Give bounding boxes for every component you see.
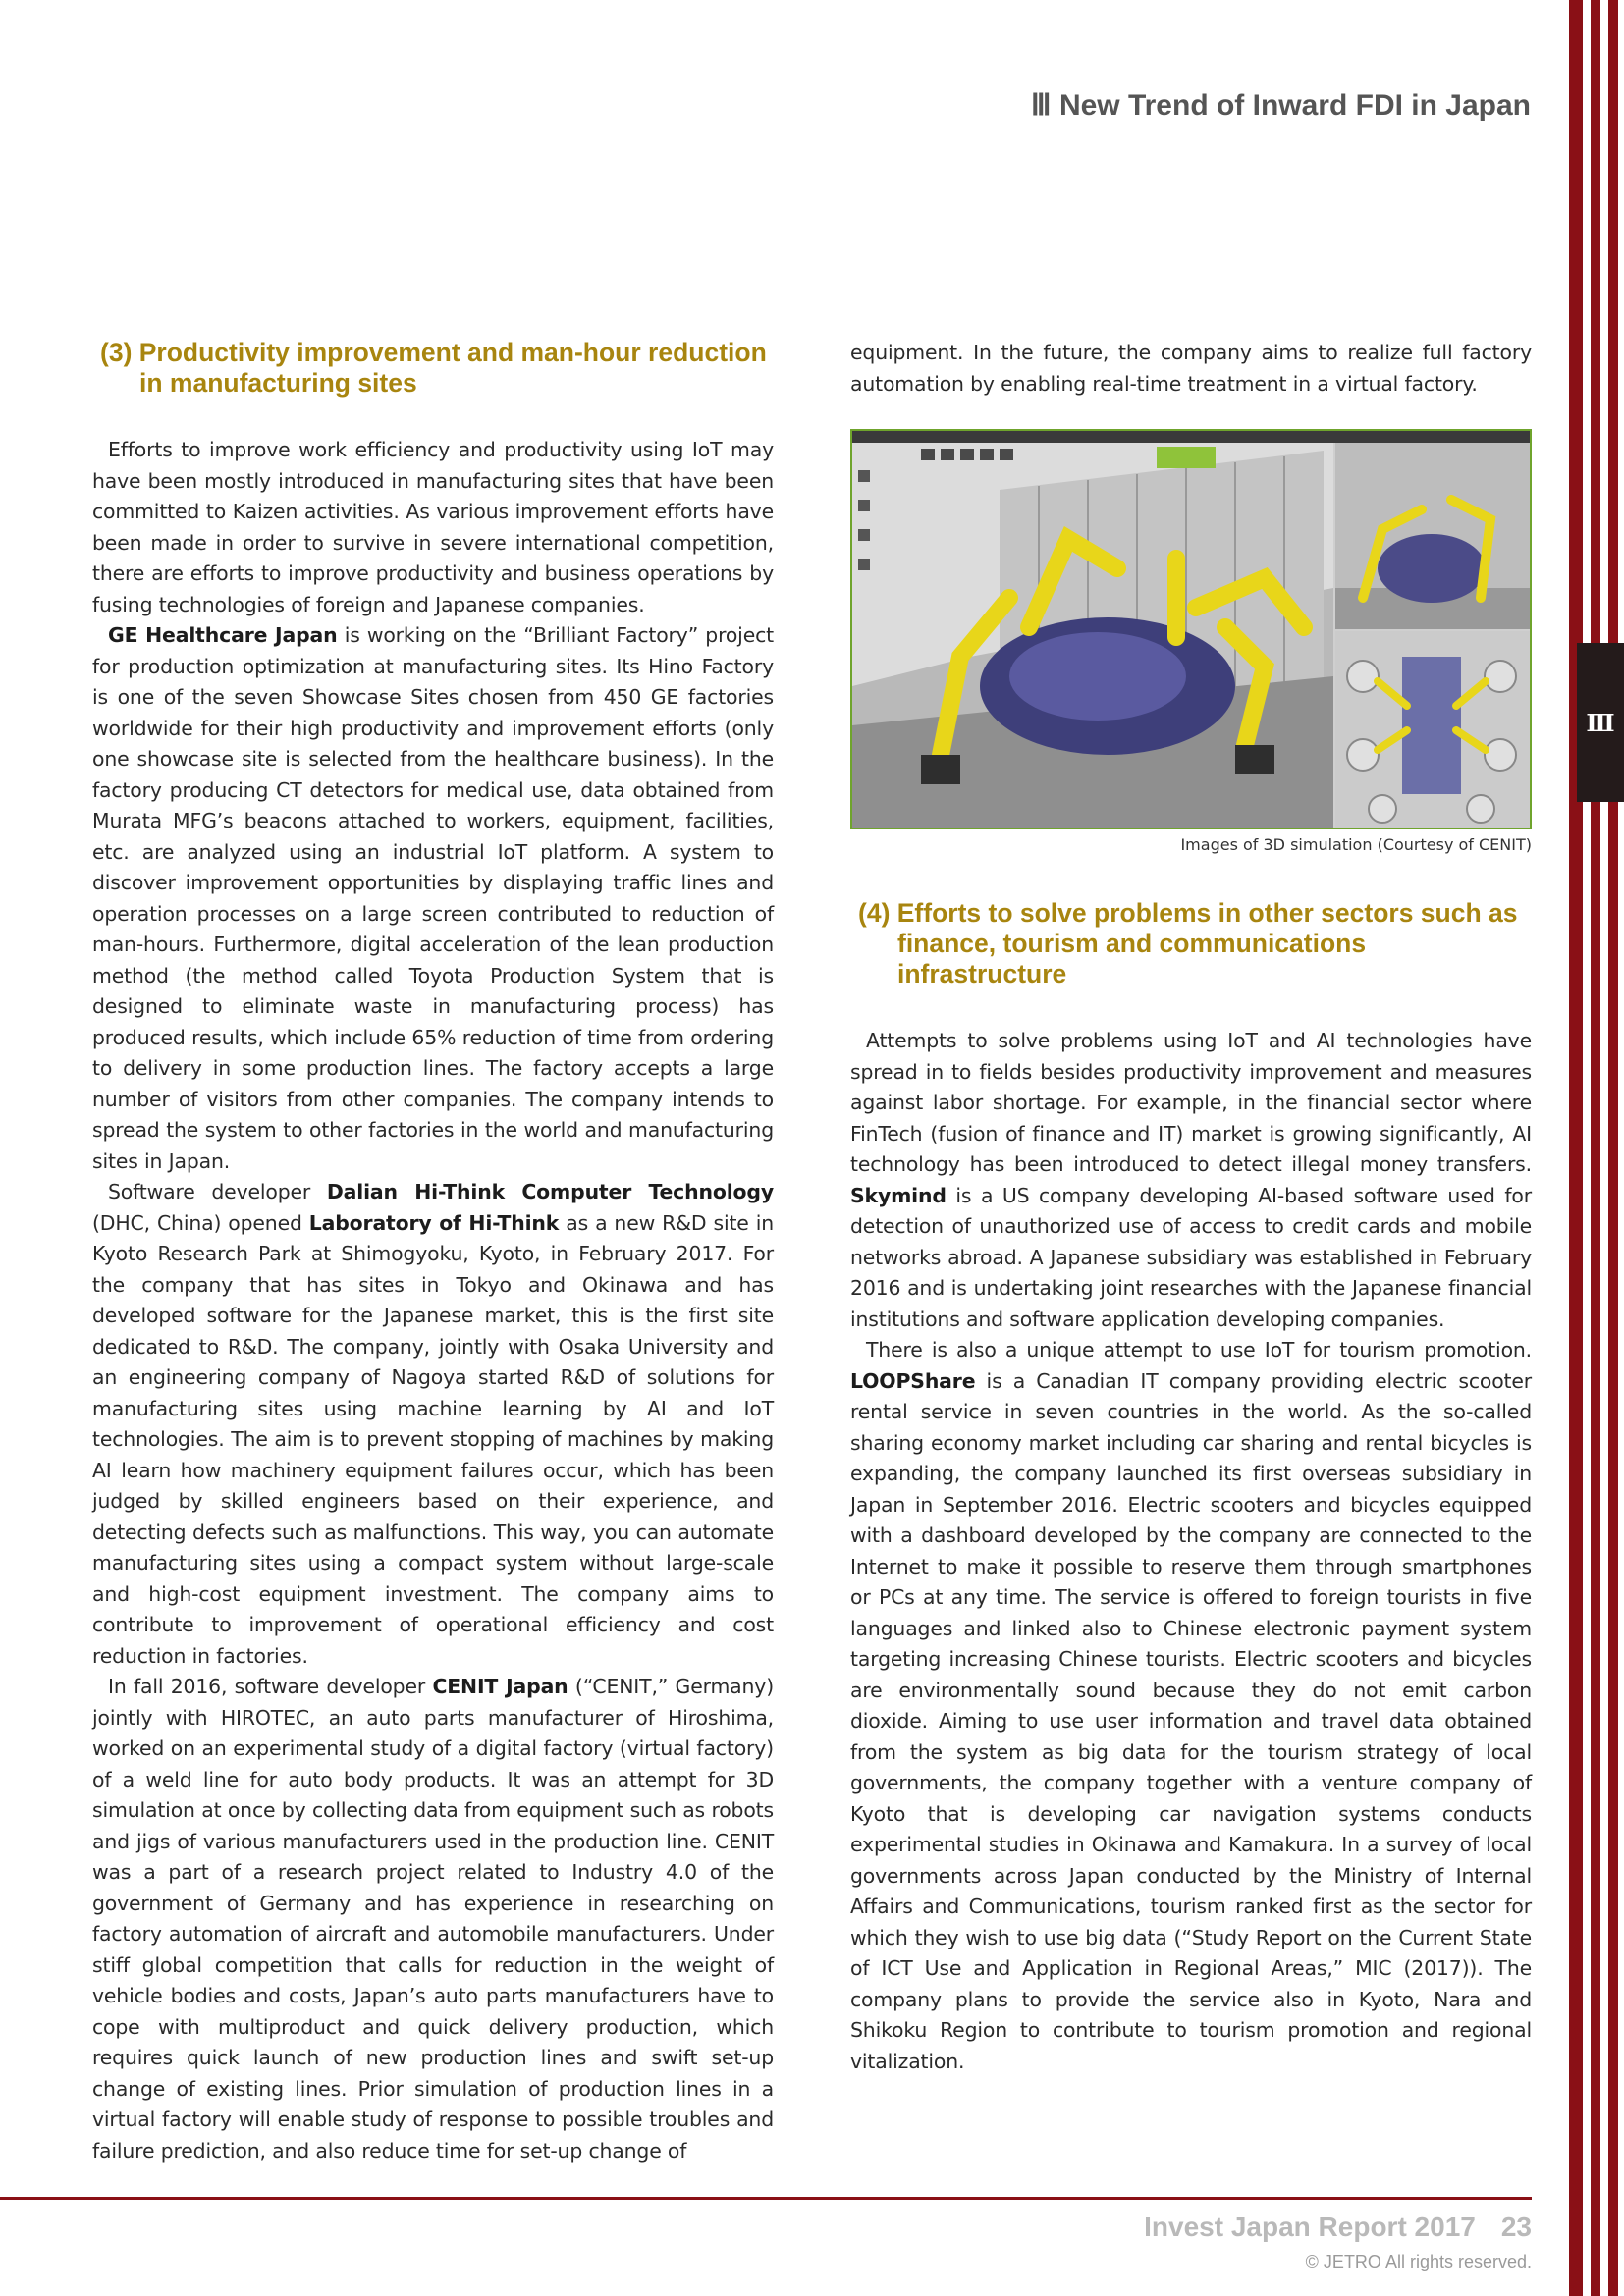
paragraph-text: is a US company developing AI-based software used for detection of unauthorized use of access to credit cards and mobile networks abroad. A Japanese subsidiary was established in February 2016 and is undertaking joint researches with the Japanese financial institutions and software application developing companies. [850,1183,1532,1331]
footer-divider [0,2197,1532,2200]
right-column [850,338,1532,2077]
paragraph-text: Software developer [108,1180,327,1203]
paragraph-text: In fall 2016, software developer [108,1675,433,1698]
left-column [92,338,774,2166]
copyright: © JETRO All rights reserved. [1305,2252,1532,2271]
paragraph [850,1026,1532,1335]
lab-name: Laboratory of Hi-Think [308,1210,560,1235]
simulation-image [852,431,1530,828]
footer-title [1144,2212,1532,2243]
paragraph [850,1335,1532,2077]
report-title: Invest Japan Report 2017 [1144,2212,1476,2242]
paragraph-text: is a Canadian IT company providing electric scooter rental service in seven countries in the world. As the so-called sharing economy market including car sharing and rental bicycles is expanding, the company launched its first overseas subsidiary in Japan in September 2016. Electric scooters and bicycles equipped with a dashboard developed by the company are connected to the Internet to make it possible to reserve them through smartphones or PCs at any time. The service is offered to foreign tourists in five languages and linked also to Chinese electronic payment system targeting increasing Chinese tourists. Electric scooters and bicycles are environmentally sound because they do not emit carbon dioxide. Aiming to use user information and travel data obtained from the system as big data for the tourism strategy of local governments, the company together with a venture company of Kyoto that is developing car navigation systems conducts experimental studies in Okinawa and Kamakura. In a survey of local governments across Japan conducted by the Ministry of Internal Affairs and Communications, tourism ranked first as the sector for which they wish to use big data (“Study Report on the Current State of ICT Use and Application in Regional Areas,” MIC (2017)). The company plans to provide the service also in Kyoto, Nara and Shikoku Region to contribute to tourism promotion and regional vitalization. [850,1368,1532,2073]
paragraph: Efforts to improve work efficiency and productivity using IoT may have been mostly introduced in manufacturing sites that have been committed to Kaizen activities. As various improvement efforts have been made in order to survive in severe international competition, there are efforts to improve productivity and business operations by fusing technologies of foreign and Japanese companies. [92,438,774,616]
company-name: LOOPShare [850,1368,976,1393]
section-3-continued [850,338,1532,400]
company-name: GE Healthcare Japan [108,623,338,647]
paragraph [92,620,774,1177]
paragraph: equipment. In the future, the company aims to realize full factory automation by enabling real-time treatment in a virtual factory. [850,341,1532,396]
page-number: 23 [1500,2212,1532,2242]
company-name: CENIT Japan [432,1675,568,1698]
figure-caption: Images of 3D simulation (Courtesy of CENIT) [1180,835,1532,854]
paragraph-text: Attempts to solve problems using IoT and AI technologies have spread in to fields besides productivity improvement and measures against labor shortage. For example, in the financial sector where FinTech (fusion of finance and IT) market is growing significantly, AI technology has been introduced to detect illegal money transfers. [850,1029,1532,1176]
paragraph-text: (“CENIT,” Germany) jointly with HIROTEC, an auto parts manufacturer of Hiroshima, worked on an experimental study of a digital factory (virtual factory) of a weld line for auto body products. It was an attempt for 3D simulation at once by collecting data from equipment such as robots and jigs of various manufacturers used in the production line. CENIT was a part of a research project related to Industry 4.0 of the government of Germany and has experience in researching on factory automation of aircraft and automobile manufacturers. Under stiff global competition that calls for reduction in the weight of vehicle bodies and costs, Japan’s auto parts manufacturers have to cope with multiproduct and quick delivery production, which requires quick launch of new production lines and swift set-up change of existing lines. Prior simulation of production lines in a virtual factory will enable study of response to possible troubles and failure prediction, and also reduce time for set-up change of [92,1675,775,2163]
decorative-stripes [1569,0,1624,2296]
paragraph [92,1177,774,1672]
paragraph [92,1672,774,2166]
company-name: Dalian Hi-Think Computer Technology [326,1180,774,1203]
section-4-heading: (4) Efforts to solve problems in other sectors such as finance, tourism and communications infrastructure [858,898,1518,988]
paragraph-text: is working on the “Brilliant Factory” project for production optimization at manufacturing sites. Its Hino Factory is one of the seven Showcase Sites chosen from 450 GE factories worldwide for their high productivity and improvement efforts (only one showcase site is selected from the healthcare business). In the factory producing CT detectors for medical use, data obtained from Murata MFG’s beacons attached to workers, equipment, facilities, etc. are analyzed using an industrial IoT platform. A system to discover improvement opportunities by displaying traffic lines and operation processes on a large screen contributed to reduction of man-hours. Furthermore, digital acceleration of the lean production method (the method called Toyota Production System that is designed to eliminate waste in manufacturing process) has produced results, which include 65% reduction of time from ordering to delivery in some production lines. The factory accepts a large number of visitors from other companies. The company intends to spread the system to other factories in the world and manufacturing sites in Japan. [92,623,774,1173]
chapter-tab: Ⅲ [1577,643,1624,802]
section-4-body [850,1026,1532,2077]
section-3-body [92,435,774,2166]
simulation-figure [850,429,1532,829]
stripe [1591,0,1600,2296]
stripe [1608,0,1618,2296]
paragraph-text: There is also a unique attempt to use IoT for tourism promotion. [866,1338,1532,1362]
company-name: Skymind [850,1183,947,1207]
section-3-heading: (3) Productivity improvement and man-hour reduction in manufacturing sites [100,338,767,398]
stripe [1569,0,1583,2296]
running-header: Ⅲ New Trend of Inward FDI in Japan [1030,89,1531,122]
paragraph-text: as a new R&D site in Kyoto Research Park at Shimogyoku, Kyoto, in February 2017. For the company that has sites in Tokyo and Okinawa and has developed software for the Japanese market, this is the first site dedicated to R&D. The company, jointly with Osaka University and an engineering company of Nagoya started R&D of solutions for manufacturing sites using machine learning by AI and IoT technologies. The aim is to prevent stopping of machines by making AI learn how machinery equipment failures occur, which has been judged by skilled engineers based on their experience, and detecting defects such as malfunctions. This way, you can automate manufacturing sites using a compact system without large-scale and high-cost equipment investment. The company aims to contribute to improvement of operational efficiency and cost reduction in factories. [92,1210,774,1668]
paragraph-text: (DHC, China) opened [92,1210,309,1235]
